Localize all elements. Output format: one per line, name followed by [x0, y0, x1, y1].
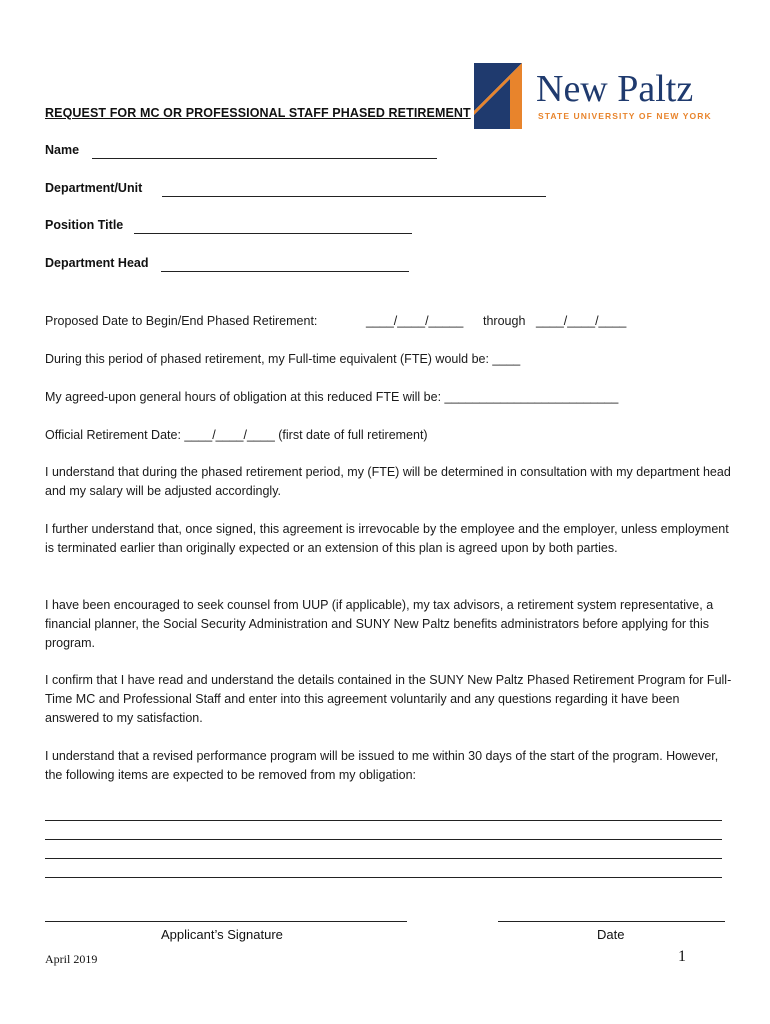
paragraph-confirm: I confirm that I have read and understand the details contained in the SUNY New Paltz Phased Retirement Program for Full-Time MC and Professional Staff and enter into this agreement voluntarily and any questions regarding it have been answered to my satisfaction. — [45, 673, 732, 725]
dept-head-label: Department Head — [45, 256, 149, 270]
proposed-end-date-field[interactable]: ____/____/____ — [536, 314, 627, 328]
fte-line[interactable]: During this period of phased retirement, my Full-time equivalent (FTE) would be: ____ — [45, 352, 521, 366]
date-field[interactable] — [498, 921, 725, 922]
paragraph-fte: I understand that during the phased retirement period, my (FTE) will be determined in consultation with my department head and my salary will be adjusted accordingly. — [45, 465, 731, 498]
proposed-begin-date-field[interactable]: ____/____/_____ — [366, 314, 464, 328]
paragraph-performance: I understand that a revised performance program will be issued to me within 30 days of the start of the program. However, the following items are expected to be removed from my obligation: — [45, 749, 719, 782]
name-label: Name — [45, 143, 80, 157]
footer-date: April 2019 — [45, 952, 98, 966]
through-label: through — [483, 314, 526, 328]
position-label: Position Title — [45, 218, 124, 232]
department-label: Department/Unit — [45, 181, 143, 195]
proposed-date-label: Proposed Date to Begin/End Phased Retirement: — [45, 314, 318, 328]
name-field[interactable] — [92, 158, 437, 159]
hours-line[interactable]: My agreed-upon general hours of obligation at this reduced FTE will be: _________________________ — [45, 390, 619, 404]
applicant-signature-field[interactable] — [45, 921, 407, 922]
obligation-line-1[interactable] — [45, 820, 722, 821]
logo-tagline: STATE UNIVERSITY OF NEW YORK — [538, 111, 712, 121]
official-date-line[interactable]: Official Retirement Date: ____/____/____ (first date of full retirement) — [45, 428, 428, 442]
paragraph-counsel: I have been encouraged to seek counsel from UUP (if applicable), my tax advisors, a retirement system representative, a financial planner, the Social Security Administration and SUNY New Paltz benefits administrators before applying for this program. — [45, 598, 714, 650]
applicant-signature-label: Applicant’s Signature — [161, 927, 283, 942]
page-number: 1 — [678, 948, 686, 965]
dept-head-field[interactable] — [161, 271, 409, 272]
position-field[interactable] — [134, 233, 412, 234]
date-label: Date — [597, 927, 625, 942]
paragraph-irrevocable: I further understand that, once signed, this agreement is irrevocable by the employee and the employer, unless employment is terminated earlier than originally expected or an extension of this plan is agreed upon by both parties. — [45, 522, 729, 555]
new-paltz-logo — [474, 63, 734, 129]
page-title: REQUEST FOR MC OR PROFESSIONAL STAFF PHASED RETIREMENT — [45, 106, 471, 120]
logo-wordmark: New Paltz — [536, 68, 694, 110]
department-field[interactable] — [162, 196, 546, 197]
obligation-line-4[interactable] — [45, 877, 722, 878]
obligation-line-2[interactable] — [45, 839, 722, 840]
obligation-line-3[interactable] — [45, 858, 722, 859]
